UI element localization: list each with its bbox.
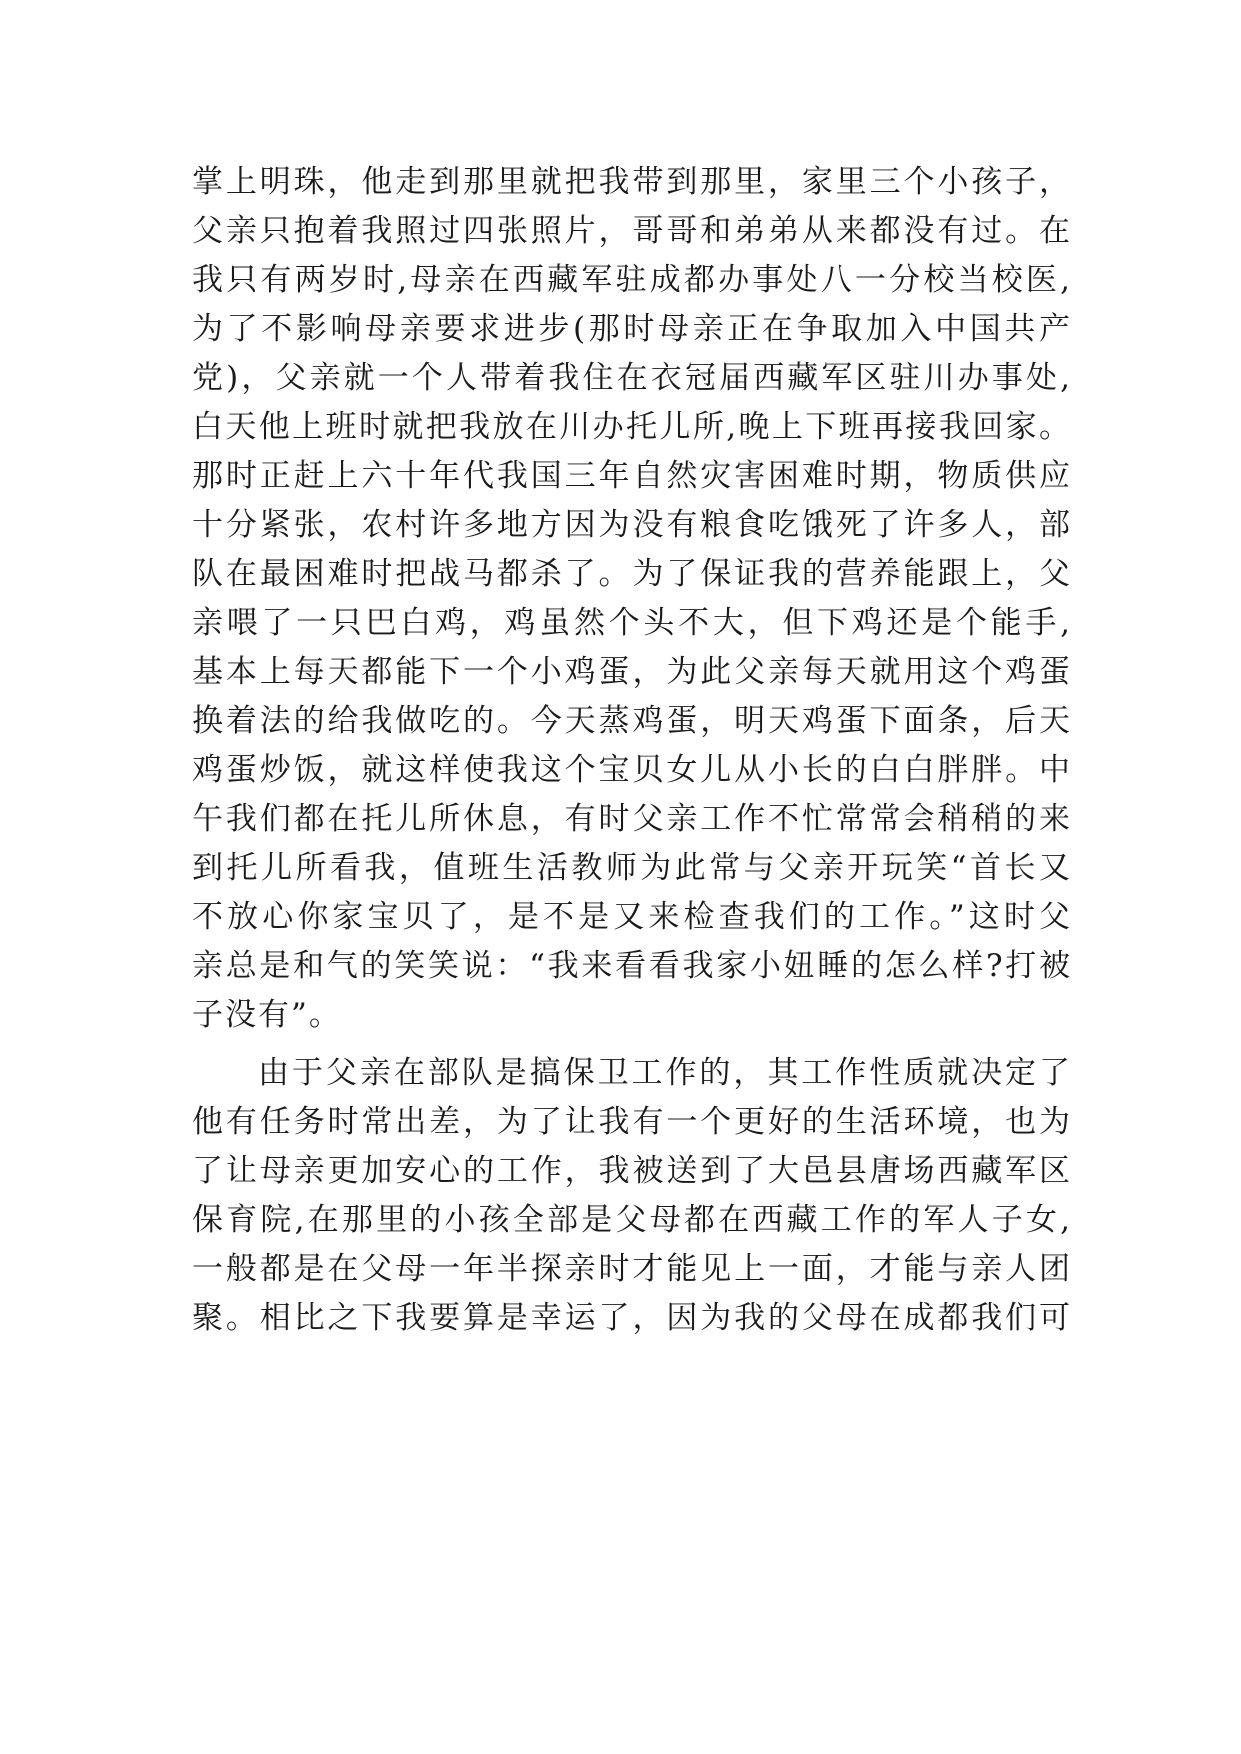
text-line: 聚。相比之下我要算是幸运了，因为我的父母在成都我们可 xyxy=(192,1300,1072,1336)
text-line: 到托儿所看我，值班生活教师为此常与父亲开玩笑“首长又 xyxy=(192,850,1072,886)
text-line: 基本上每天都能下一个小鸡蛋，为此父亲每天就用这个鸡蛋 xyxy=(192,654,1072,690)
text-line: 由于父亲在部队是搞保卫工作的，其工作性质就决定了 xyxy=(258,1055,1072,1091)
text-line: 掌上明珠，他走到那里就把我带到那里，家里三个小孩子， xyxy=(192,164,1072,200)
text-line: 保育院,在那里的小孩全部是父母都在西藏工作的军人子女, xyxy=(192,1202,1072,1238)
text-line: 一般都是在父母一年半探亲时才能见上一面，才能与亲人团 xyxy=(192,1251,1072,1287)
text-line: 亲总是和气的笑笑说：“我来看看我家小妞睡的怎么样?打被 xyxy=(192,948,1072,984)
text-line: 不放心你家宝贝了，是不是又来检查我们的工作。”这时父 xyxy=(192,899,1072,935)
text-line: 党)，父亲就一个人带着我住在衣冠届西藏军区驻川办事处, xyxy=(192,360,1072,396)
text-line: 父亲只抱着我照过四张照片，哥哥和弟弟从来都没有过。在 xyxy=(192,213,1072,249)
text-line: 为了不影响母亲要求进步(那时母亲正在争取加入中国共产 xyxy=(192,311,1072,347)
paragraph-1 xyxy=(192,162,1072,1035)
text-line: 我只有两岁时,母亲在西藏军驻成都办事处八一分校当校医, xyxy=(192,262,1072,298)
text-line: 了让母亲更加安心的工作，我被送到了大邑县唐场西藏军区 xyxy=(192,1153,1072,1189)
text-line: 子没有”。 xyxy=(192,997,342,1033)
text-line: 鸡蛋炒饭，就这样使我这个宝贝女儿从小长的白白胖胖。中 xyxy=(192,752,1072,788)
paragraph-spacer xyxy=(192,1044,1072,1053)
text-line: 亲喂了一只巴白鸡，鸡虽然个头不大，但下鸡还是个能手, xyxy=(192,605,1072,641)
text-line: 十分紧张，农村许多地方因为没有粮食吃饿死了许多人，部 xyxy=(192,507,1072,543)
body-text xyxy=(192,162,1072,1347)
paragraph-2 xyxy=(192,1053,1072,1338)
text-line: 午我们都在托儿所休息，有时父亲工作不忙常常会稍稍的来 xyxy=(192,801,1072,837)
text-line: 队在最困难时把战马都杀了。为了保证我的营养能跟上，父 xyxy=(192,556,1072,592)
text-line: 那时正赶上六十年代我国三年自然灾害困难时期，物质供应 xyxy=(192,458,1072,494)
text-line: 他有任务时常出差，为了让我有一个更好的生活环境，也为 xyxy=(192,1104,1072,1140)
text-line: 白天他上班时就把我放在川办托儿所,晚上下班再接我回家。 xyxy=(192,409,1072,445)
text-line: 换着法的给我做吃的。今天蒸鸡蛋，明天鸡蛋下面条，后天 xyxy=(192,703,1072,739)
